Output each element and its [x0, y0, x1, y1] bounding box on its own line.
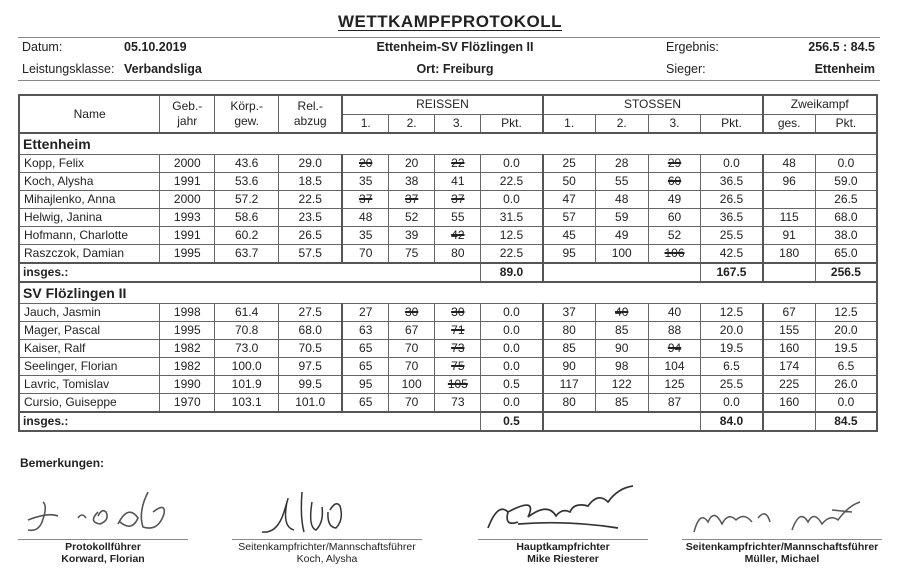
reissen-attempt-3 — [435, 155, 481, 173]
athlete-bodyweight: 61.4 — [215, 304, 279, 322]
reissen-attempt-3 — [435, 304, 481, 322]
failed-attempt: 22 — [451, 156, 465, 170]
reissen-attempt-1: 63 — [342, 322, 388, 340]
header-bottom-rule — [18, 80, 880, 81]
zweikampf-points: 26.5 — [815, 191, 877, 209]
reissen-points: 0.5 — [481, 376, 543, 394]
stossen-points: 6.5 — [701, 358, 763, 376]
signature-role-2: Seitenkampfrichter/Mannschaftsführer — [238, 541, 416, 553]
stossen-attempt-1: 50 — [543, 173, 596, 191]
zweikampf-total: 160 — [763, 340, 816, 358]
table-row — [19, 376, 877, 394]
stossen-points: 36.5 — [701, 209, 763, 227]
stossen-attempt-1: 47 — [543, 191, 596, 209]
stossen-attempt-2: 85 — [595, 394, 648, 413]
col-r1: 1. — [342, 114, 388, 133]
failed-attempt: 60 — [667, 174, 682, 188]
stossen-attempt-2: 98 — [595, 358, 648, 376]
stossen-attempt-3: 52 — [648, 227, 701, 245]
zweikampf-points: 59.0 — [815, 173, 877, 191]
failed-attempt: 42 — [451, 228, 465, 242]
zweikampf-total: 96 — [763, 173, 816, 191]
total-zweikampf: 256.5 — [815, 263, 877, 282]
col-zweikampf: Zweikampf — [763, 95, 877, 114]
stossen-attempt-1: 80 — [543, 322, 596, 340]
athlete-bodyweight: 53.6 — [215, 173, 279, 191]
sieger-label: Sieger: — [666, 62, 706, 76]
zweikampf-total: 180 — [763, 245, 816, 264]
athlete-name: Seelinger, Florian — [19, 358, 160, 376]
athlete-birth-year: 1991 — [160, 173, 215, 191]
failed-attempt: 29 — [667, 156, 682, 170]
athlete-birth-year: 2000 — [160, 155, 215, 173]
stossen-attempt-2: 48 — [595, 191, 648, 209]
results-table — [18, 94, 878, 432]
col-rpkt: Pkt. — [481, 114, 543, 133]
signature-line-4 — [682, 539, 882, 540]
table-row — [19, 245, 877, 264]
stossen-points: 19.5 — [701, 340, 763, 358]
signature-1-icon — [18, 472, 188, 538]
datum-value: 05.10.2019 — [124, 40, 187, 54]
signature-role-1: Protokollführer — [65, 541, 141, 553]
page-title: WETTKAMPFPROTOKOLL — [338, 12, 562, 31]
athlete-name: Lavric, Tomislav — [19, 376, 160, 394]
total-reissen: 89.0 — [481, 263, 543, 282]
reissen-points: 12.5 — [481, 227, 543, 245]
stossen-attempt-3: 40 — [648, 304, 701, 322]
reissen-attempt-2 — [389, 191, 435, 209]
table-row — [19, 209, 877, 227]
reissen-attempt-3 — [435, 358, 481, 376]
reissen-attempt-2: 70 — [389, 340, 435, 358]
reissen-points: 0.0 — [481, 304, 543, 322]
stossen-attempt-3: 88 — [648, 322, 701, 340]
athlete-relabzug: 70.5 — [279, 340, 343, 358]
zweikampf-points: 0.0 — [815, 394, 877, 413]
athlete-relabzug: 26.5 — [279, 227, 343, 245]
team-name: Ettenheim — [19, 133, 877, 155]
reissen-attempt-3: 41 — [435, 173, 481, 191]
reissen-points: 22.5 — [481, 173, 543, 191]
col-ges: ges. — [763, 114, 816, 133]
athlete-bodyweight: 60.2 — [215, 227, 279, 245]
signature-block-1 — [18, 472, 188, 567]
stossen-attempt-2: 122 — [595, 376, 648, 394]
stossen-attempt-2: 49 — [595, 227, 648, 245]
failed-attempt: 71 — [451, 323, 465, 337]
col-stossen: STOSSEN — [543, 95, 763, 114]
athlete-bodyweight: 101.9 — [215, 376, 279, 394]
stossen-attempt-3: 87 — [648, 394, 701, 413]
signature-block-4 — [682, 472, 882, 567]
failed-attempt: 73 — [451, 341, 465, 355]
zweikampf-total: 67 — [763, 304, 816, 322]
stossen-attempt-1: 25 — [543, 155, 596, 173]
athlete-bodyweight: 63.7 — [215, 245, 279, 264]
zweikampf-total: 174 — [763, 358, 816, 376]
reissen-points: 0.0 — [481, 340, 543, 358]
zweikampf-points: 12.5 — [815, 304, 877, 322]
total-zweikampf: 84.5 — [815, 412, 877, 431]
team-total-row — [19, 412, 877, 431]
athlete-name: Mager, Pascal — [19, 322, 160, 340]
reissen-attempt-3 — [435, 322, 481, 340]
stossen-attempt-1: 45 — [543, 227, 596, 245]
zweikampf-total: 91 — [763, 227, 816, 245]
athlete-bodyweight: 43.6 — [215, 155, 279, 173]
athlete-relabzug: 22.5 — [279, 191, 343, 209]
reissen-points: 31.5 — [481, 209, 543, 227]
zweikampf-total: 160 — [763, 394, 816, 413]
signature-4-icon — [682, 472, 882, 538]
signature-line-1 — [18, 539, 188, 540]
total-spacer — [543, 412, 701, 431]
leistungsklasse-label: Leistungsklasse: — [22, 62, 115, 76]
stossen-points: 36.5 — [701, 173, 763, 191]
col-gebjahr: Geb.- jahr — [160, 95, 215, 133]
athlete-birth-year: 1993 — [160, 209, 215, 227]
athlete-name: Helwig, Janina — [19, 209, 160, 227]
athlete-name: Kaiser, Ralf — [19, 340, 160, 358]
reissen-attempt-2: 70 — [389, 394, 435, 413]
athlete-relabzug: 29.0 — [279, 155, 343, 173]
table-row — [19, 394, 877, 413]
zweikampf-total: 225 — [763, 376, 816, 394]
ergebnis-label: Ergebnis: — [666, 40, 719, 54]
reissen-attempt-3: 80 — [435, 245, 481, 264]
stossen-attempt-2: 85 — [595, 322, 648, 340]
col-s3: 3. — [648, 114, 701, 133]
stossen-attempt-1: 90 — [543, 358, 596, 376]
table-row — [19, 304, 877, 322]
reissen-attempt-1: 70 — [342, 245, 388, 264]
zweikampf-total — [763, 191, 816, 209]
failed-attempt: 37 — [404, 192, 419, 206]
total-label: insges.: — [19, 263, 481, 282]
reissen-points: 0.0 — [481, 394, 543, 413]
stossen-points: 26.5 — [701, 191, 763, 209]
table-row — [19, 227, 877, 245]
stossen-attempt-1: 80 — [543, 394, 596, 413]
athlete-birth-year: 1998 — [160, 304, 215, 322]
match-title: Ettenheim-SV Flözlingen II — [376, 40, 534, 54]
athlete-birth-year: 2000 — [160, 191, 215, 209]
stossen-attempt-1: 85 — [543, 340, 596, 358]
col-s1: 1. — [543, 114, 596, 133]
reissen-attempt-2: 70 — [389, 358, 435, 376]
stossen-attempt-3: 125 — [648, 376, 701, 394]
athlete-birth-year: 1982 — [160, 340, 215, 358]
stossen-points: 25.5 — [701, 227, 763, 245]
stossen-points: 0.0 — [701, 394, 763, 413]
reissen-attempt-2: 52 — [389, 209, 435, 227]
failed-attempt: 20 — [359, 156, 373, 170]
signature-name-1: Korward, Florian — [61, 553, 145, 565]
athlete-birth-year: 1995 — [160, 245, 215, 264]
athlete-bodyweight: 73.0 — [215, 340, 279, 358]
stossen-attempt-2: 55 — [595, 173, 648, 191]
zweikampf-total: 115 — [763, 209, 816, 227]
table-row — [19, 340, 877, 358]
stossen-attempt-3 — [648, 340, 701, 358]
athlete-birth-year: 1982 — [160, 358, 215, 376]
signature-name-2: Koch, Alysha — [296, 553, 358, 565]
reissen-attempt-3: 55 — [435, 209, 481, 227]
zweikampf-points: 65.0 — [815, 245, 877, 264]
athlete-name: Raszczok, Damian — [19, 245, 160, 264]
reissen-attempt-2: 67 — [389, 322, 435, 340]
reissen-points: 0.0 — [481, 155, 543, 173]
signature-role-3: Hauptkampfrichter — [516, 541, 610, 553]
reissen-attempt-1: 35 — [342, 227, 388, 245]
ort: Ort: Freiburg — [416, 62, 494, 76]
col-s2: 2. — [595, 114, 648, 133]
header-top-rule — [18, 37, 880, 38]
reissen-attempt-1 — [342, 155, 388, 173]
reissen-attempt-3 — [435, 227, 481, 245]
reissen-attempt-3: 73 — [435, 394, 481, 413]
total-spacer — [763, 263, 816, 282]
stossen-attempt-1: 37 — [543, 304, 596, 322]
stossen-attempt-3 — [648, 155, 701, 173]
stossen-points: 0.0 — [701, 155, 763, 173]
athlete-name: Mihajlenko, Anna — [19, 191, 160, 209]
athlete-name: Jauch, Jasmin — [19, 304, 160, 322]
sieger-value: Ettenheim — [814, 62, 875, 76]
team-header-row — [19, 133, 877, 155]
athlete-birth-year: 1995 — [160, 322, 215, 340]
signature-role-4: Seitenkampfrichter/Mannschaftsführer — [685, 541, 879, 553]
signature-block-2 — [232, 472, 422, 567]
reissen-attempt-2 — [389, 304, 435, 322]
failed-attempt: 40 — [615, 305, 629, 319]
stossen-attempt-1: 117 — [543, 376, 596, 394]
col-spkt: Pkt. — [701, 114, 763, 133]
team-header-row — [19, 282, 877, 304]
athlete-relabzug: 57.5 — [279, 245, 343, 264]
athlete-relabzug: 68.0 — [279, 322, 343, 340]
stossen-attempt-3: 49 — [648, 191, 701, 209]
reissen-attempt-2: 75 — [389, 245, 435, 264]
failed-attempt: 37 — [451, 192, 465, 206]
athlete-name: Cursio, Guiseppe — [19, 394, 160, 413]
table-row — [19, 191, 877, 209]
signature-line-2 — [232, 539, 422, 540]
failed-attempt: 105 — [447, 377, 468, 391]
stossen-points: 20.0 — [701, 322, 763, 340]
athlete-relabzug: 101.0 — [279, 394, 343, 413]
athlete-bodyweight: 103.1 — [215, 394, 279, 413]
athlete-birth-year: 1991 — [160, 227, 215, 245]
stossen-attempt-2: 90 — [595, 340, 648, 358]
reissen-attempt-3 — [435, 340, 481, 358]
athlete-bodyweight: 57.2 — [215, 191, 279, 209]
failed-attempt: 75 — [451, 359, 465, 373]
signature-3-icon — [478, 472, 648, 538]
stossen-points: 42.5 — [701, 245, 763, 264]
athlete-birth-year: 1970 — [160, 394, 215, 413]
reissen-attempt-1: 48 — [342, 209, 388, 227]
reissen-attempt-2: 39 — [389, 227, 435, 245]
reissen-attempt-3 — [435, 376, 481, 394]
ergebnis-value: 256.5 : 84.5 — [808, 40, 875, 54]
stossen-attempt-2: 100 — [595, 245, 648, 264]
signature-name-3: Mike Riesterer — [527, 553, 599, 565]
signature-line-3 — [478, 539, 648, 540]
bemerkungen-label: Bemerkungen: — [20, 456, 105, 470]
stossen-attempt-3: 60 — [648, 209, 701, 227]
total-stossen: 167.5 — [701, 263, 763, 282]
leistungsklasse-value: Verbandsliga — [124, 62, 202, 76]
reissen-points: 22.5 — [481, 245, 543, 264]
stossen-attempt-3: 104 — [648, 358, 701, 376]
athlete-name: Hofmann, Charlotte — [19, 227, 160, 245]
table-row — [19, 322, 877, 340]
stossen-attempt-3 — [648, 173, 701, 191]
reissen-attempt-2: 20 — [389, 155, 435, 173]
reissen-attempt-3 — [435, 191, 481, 209]
athlete-relabzug: 23.5 — [279, 209, 343, 227]
stossen-attempt-2: 28 — [595, 155, 648, 173]
failed-attempt: 30 — [404, 305, 419, 319]
stossen-attempt-2: 59 — [595, 209, 648, 227]
reissen-attempt-1 — [342, 191, 388, 209]
zweikampf-points: 6.5 — [815, 358, 877, 376]
reissen-points: 0.0 — [481, 191, 543, 209]
reissen-attempt-1: 65 — [342, 340, 388, 358]
zweikampf-points: 26.0 — [815, 376, 877, 394]
reissen-attempt-1: 95 — [342, 376, 388, 394]
col-relabzug: Rel.- abzug — [279, 95, 343, 133]
col-reissen: REISSEN — [342, 95, 542, 114]
failed-attempt: 30 — [451, 305, 465, 319]
total-spacer — [543, 263, 701, 282]
zweikampf-total: 48 — [763, 155, 816, 173]
total-spacer — [763, 412, 816, 431]
stossen-attempt-3 — [648, 245, 701, 264]
athlete-relabzug: 97.5 — [279, 358, 343, 376]
total-stossen: 84.0 — [701, 412, 763, 431]
athlete-name: Kopp, Felix — [19, 155, 160, 173]
col-r3: 3. — [435, 114, 481, 133]
failed-attempt: 94 — [667, 341, 682, 355]
reissen-attempt-1: 65 — [342, 358, 388, 376]
athlete-relabzug: 27.5 — [279, 304, 343, 322]
col-r2: 2. — [389, 114, 435, 133]
zweikampf-total: 155 — [763, 322, 816, 340]
stossen-points: 25.5 — [701, 376, 763, 394]
table-row — [19, 155, 877, 173]
zweikampf-points: 38.0 — [815, 227, 877, 245]
reissen-attempt-1: 35 — [342, 173, 388, 191]
athlete-relabzug: 18.5 — [279, 173, 343, 191]
signature-2-icon — [232, 472, 422, 538]
col-zkpkt: Pkt. — [815, 114, 877, 133]
athlete-bodyweight: 100.0 — [215, 358, 279, 376]
signature-name-4: Müller, Michael — [744, 553, 820, 565]
team-name: SV Flözlingen II — [19, 282, 877, 304]
stossen-points: 12.5 — [701, 304, 763, 322]
stossen-attempt-1: 57 — [543, 209, 596, 227]
zweikampf-points: 20.0 — [815, 322, 877, 340]
athlete-bodyweight: 58.6 — [215, 209, 279, 227]
athlete-name: Koch, Alysha — [19, 173, 160, 191]
table-row — [19, 358, 877, 376]
reissen-points: 0.0 — [481, 358, 543, 376]
athlete-relabzug: 99.5 — [279, 376, 343, 394]
total-reissen: 0.5 — [481, 412, 543, 431]
table-row — [19, 173, 877, 191]
failed-attempt: 106 — [664, 246, 685, 260]
reissen-points: 0.0 — [481, 322, 543, 340]
stossen-attempt-1: 95 — [543, 245, 596, 264]
signature-block-3 — [478, 472, 648, 567]
col-koerpgew: Körp.- gew. — [215, 95, 279, 133]
zweikampf-points: 19.5 — [815, 340, 877, 358]
stossen-attempt-2 — [595, 304, 648, 322]
datum-label: Datum: — [22, 40, 63, 54]
reissen-attempt-1: 27 — [342, 304, 388, 322]
team-total-row — [19, 263, 877, 282]
total-label: insges.: — [19, 412, 481, 431]
reissen-attempt-1: 65 — [342, 394, 388, 413]
reissen-attempt-2: 100 — [389, 376, 435, 394]
zweikampf-points: 68.0 — [815, 209, 877, 227]
athlete-bodyweight: 70.8 — [215, 322, 279, 340]
reissen-attempt-2: 38 — [389, 173, 435, 191]
zweikampf-points: 0.0 — [815, 155, 877, 173]
failed-attempt: 37 — [359, 192, 373, 206]
col-name: Name — [19, 95, 160, 133]
athlete-birth-year: 1990 — [160, 376, 215, 394]
